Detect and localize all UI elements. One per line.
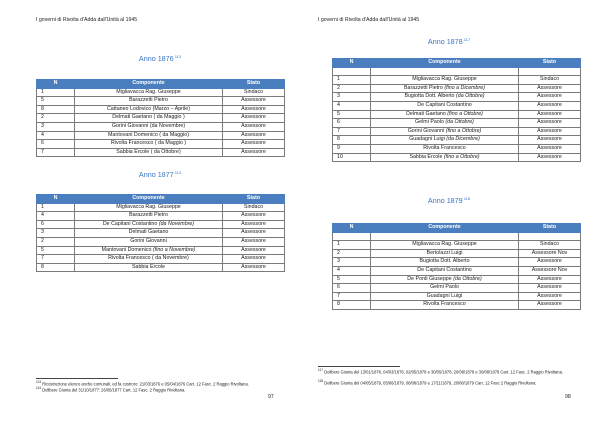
footnote-118: $^{118}$ Delibere Giunta del 04/05/1879, 05/06/1879, 08/08/1879 e 17/11/1879, 20/08/1879 Cart. 12 Fasc 2 Raggio Rivoltana.	[318, 379, 537, 386]
member-period-note: (fino a Ottobre)	[445, 127, 482, 134]
member-name	[371, 241, 519, 250]
empty-cell	[371, 232, 519, 241]
member-role: Assessore	[223, 114, 285, 123]
member-name-text: Rivolta Francesco ( da Novembre)	[108, 255, 189, 262]
table-row	[333, 284, 581, 293]
col-header-stato: Stato	[519, 59, 581, 68]
footnote-rule	[36, 378, 118, 379]
member-name	[371, 258, 519, 267]
row-number: 4	[37, 212, 75, 221]
member-role: Assessore Nov	[519, 249, 581, 258]
member-role: Assessore	[223, 263, 285, 272]
member-name	[75, 97, 223, 106]
member-name	[371, 301, 519, 310]
row-number: 8	[333, 136, 371, 145]
member-name	[75, 212, 223, 221]
row-number: 3	[333, 258, 371, 267]
member-role: Sindaco	[519, 76, 581, 85]
table-1877	[36, 194, 285, 272]
member-name	[75, 140, 223, 149]
member-period-note: (da Novembre)	[158, 220, 195, 227]
table-row	[37, 114, 285, 123]
member-name-text: Gorini Giovanni	[130, 237, 167, 244]
member-period-note: (da Ottobre)	[453, 275, 482, 282]
member-role: Assessore	[519, 292, 581, 301]
table-1876	[36, 79, 285, 157]
member-role: Assessore	[519, 127, 581, 136]
row-number: 6	[37, 220, 75, 229]
table-row	[333, 153, 581, 162]
col-header-stato: Stato	[223, 80, 285, 89]
row-number: 3	[333, 93, 371, 102]
member-role: Assessore	[223, 148, 285, 157]
member-name-text: Gorini Giovanni	[407, 127, 445, 134]
row-number: 6	[333, 119, 371, 128]
member-name	[75, 203, 223, 212]
footnote-113: $^{113}$ Ricostruzione elenco anche comunali, ed fa costroro: 21/03/1876 e 05/04/1876 Cart. 12 Fasc. 2 Raggio Rivoltana.	[36, 380, 249, 387]
member-name	[371, 249, 519, 258]
section-title-1879: Anno 1879$^{118}$	[427, 196, 471, 205]
member-period-note: (fino a Dicembre)	[444, 84, 485, 91]
member-period-note: (fino a Ottobre)	[447, 110, 483, 117]
member-role: Assessore	[223, 122, 285, 131]
row-number: 8	[333, 301, 371, 310]
member-name	[371, 84, 519, 93]
member-name-text: Delmati Gaetano	[406, 110, 446, 117]
table-row	[333, 249, 581, 258]
member-name	[371, 76, 519, 85]
member-name-text: Gelmi Paolo	[415, 119, 444, 126]
member-role: Assessore	[519, 84, 581, 93]
col-header-componente: Componente	[371, 224, 519, 233]
footnote-117: $^{117}$ Delibere Giunta del 13/01/1878, 04/03/1878, 02/05/1878 e 30/05/1878, 20/08/1878 e 30/08/1878 Cart. 12 Fasc. 2 Raggio Rivoltana.	[318, 368, 563, 375]
member-name	[75, 255, 223, 264]
member-name	[75, 229, 223, 238]
right-page	[300, 0, 600, 424]
table-1879	[332, 223, 581, 310]
member-name-text: Gelmi Paolo	[430, 284, 459, 291]
table-row	[333, 292, 581, 301]
member-role: Assessore	[519, 144, 581, 153]
table-row	[333, 110, 581, 119]
member-name-text: Barazzetti Pietro	[129, 212, 168, 219]
member-name-text: Rivolta Francesco	[423, 301, 466, 308]
col-header-n: N	[37, 80, 75, 89]
row-number: 2	[37, 114, 75, 123]
member-name-text: Sabbia Ercole	[409, 153, 443, 160]
table-row	[37, 212, 285, 221]
table-row	[37, 140, 285, 149]
member-name-text: Bugiotta Dott. Alberto	[419, 258, 470, 265]
member-name	[75, 220, 223, 229]
table-row	[333, 127, 581, 136]
member-role: Assessore	[223, 97, 285, 106]
section-title-1876: Anno 1876$^{113}$	[138, 54, 182, 63]
row-number: 1	[333, 76, 371, 85]
row-number: 7	[37, 255, 75, 264]
row-number: 7	[37, 148, 75, 157]
table-row	[37, 263, 285, 272]
footnote-rule	[318, 366, 400, 367]
member-name-text: Delmati Gaetano ( da Maggio )	[112, 114, 185, 121]
member-role: Assessore	[519, 110, 581, 119]
member-name-text: De Ponti Giuseppe	[407, 275, 452, 282]
table-row	[333, 136, 581, 145]
member-name-text: Migliavacca Rag. Giuseppe	[116, 203, 181, 210]
col-header-n: N	[333, 224, 371, 233]
col-header-stato: Stato	[223, 195, 285, 204]
member-name	[371, 101, 519, 110]
table-row	[333, 119, 581, 128]
row-number: 5	[37, 97, 75, 106]
table-row	[333, 275, 581, 284]
table-row	[333, 101, 581, 110]
member-period-note: (da Ottobre)	[445, 119, 474, 126]
row-number: 4	[37, 131, 75, 140]
member-role: Sindaco	[519, 241, 581, 250]
col-header-n: N	[333, 59, 371, 68]
member-role: Assessore	[223, 229, 285, 238]
row-number: 2	[333, 249, 371, 258]
member-name-text: Migliavacca Rag. Giuseppe	[412, 76, 477, 83]
empty-cell	[333, 232, 371, 241]
member-name	[75, 263, 223, 272]
running-head: I governi di Rivolta d'Adda dall'Unità al 1945	[36, 17, 138, 23]
section-title-1878: Anno 1878$^{117}$	[427, 37, 471, 46]
row-number: 5	[37, 246, 75, 255]
col-header-componente: Componente	[371, 59, 519, 68]
page-number: 97	[268, 394, 274, 400]
member-name	[371, 284, 519, 293]
member-name	[75, 131, 223, 140]
member-name-text: Bertolazzi Luigi	[426, 249, 463, 256]
member-name	[371, 144, 519, 153]
member-name-text: Rivolta Francesco	[423, 144, 466, 151]
member-name-text: Sabbia Ercole ( da Ottobre)	[116, 148, 181, 155]
row-number: 3	[37, 122, 75, 131]
table-row	[37, 122, 285, 131]
table-row	[37, 97, 285, 106]
table-row	[333, 241, 581, 250]
table-row	[333, 84, 581, 93]
member-name	[75, 105, 223, 114]
member-role: Assessore	[519, 136, 581, 145]
member-name-text: Bugiotta Dott. Alberto	[404, 93, 455, 100]
member-name	[75, 148, 223, 157]
member-name-text: Delmati Gaetano	[128, 229, 169, 236]
member-role: Assessore	[223, 220, 285, 229]
table-row	[37, 229, 285, 238]
member-name	[75, 237, 223, 246]
member-role: Assessore	[519, 258, 581, 267]
running-head: I governi di Rivolta d'Adda dall'Unità al 1945	[318, 17, 420, 23]
row-number: 10	[333, 153, 371, 162]
member-period-note: (fino a Novembre)	[152, 246, 196, 253]
member-name-text: Guadagni Luigi	[409, 136, 445, 143]
member-role: Assessore	[519, 119, 581, 128]
member-name	[371, 292, 519, 301]
member-name	[371, 136, 519, 145]
row-number: 2	[333, 84, 371, 93]
row-number: 4	[333, 266, 371, 275]
member-role: Assessore Nov	[519, 266, 581, 275]
table-row	[37, 105, 285, 114]
table-row	[333, 144, 581, 153]
col-header-componente: Componente	[75, 80, 223, 89]
row-number: 1	[37, 203, 75, 212]
member-role: Assessore	[519, 101, 581, 110]
table-row	[333, 93, 581, 102]
table-row	[333, 301, 581, 310]
member-period-note: (fino a Ottobre)	[443, 153, 480, 160]
row-number: 8	[37, 105, 75, 114]
member-name	[371, 153, 519, 162]
member-name	[75, 122, 223, 131]
member-name	[371, 266, 519, 275]
member-name	[371, 275, 519, 284]
row-number: 5	[333, 110, 371, 119]
member-role: Assessore	[223, 246, 285, 255]
empty-cell	[333, 67, 371, 76]
col-header-n: N	[37, 195, 75, 204]
table-row	[37, 88, 285, 97]
member-role: Sindaco	[223, 88, 285, 97]
member-role: Assessore	[223, 212, 285, 221]
row-number: 1	[333, 241, 371, 250]
member-period-note: (da Ottobre)	[455, 93, 485, 100]
member-role: Assessore	[223, 105, 285, 114]
section-title-1877: Anno 1877$^{114}$	[138, 170, 182, 179]
member-role: Assessore	[519, 284, 581, 293]
member-name-text: Rivolta Francesco ( da Maggio )	[110, 140, 187, 147]
row-number: 6	[37, 140, 75, 149]
member-name-text: Barazzetti Pietro	[404, 84, 443, 91]
row-number: 5	[333, 275, 371, 284]
row-number: 4	[333, 101, 371, 110]
member-role: Assessore	[519, 153, 581, 162]
member-name-text: Gorini Giovanni (da Novembre)	[111, 122, 186, 129]
member-role: Sindaco	[223, 203, 285, 212]
row-number: 9	[333, 144, 371, 153]
page-number: 98	[565, 394, 571, 400]
table-row	[333, 266, 581, 275]
table-row	[37, 246, 285, 255]
empty-cell	[519, 67, 581, 76]
row-number: 6	[333, 284, 371, 293]
empty-cell	[371, 67, 519, 76]
table-row	[37, 220, 285, 229]
footnote-114: $^{114}$ Delibere Giunta del 31/10/1877: 26/05/1877 Cart. 12 Fasc. 2 Raggio Rivoltana.	[36, 386, 186, 393]
col-header-stato: Stato	[519, 224, 581, 233]
row-number: 1	[37, 88, 75, 97]
member-name	[371, 127, 519, 136]
col-header-componente: Componente	[75, 195, 223, 204]
row-number: 2	[37, 237, 75, 246]
member-name-text: Mantovani Domenico	[101, 246, 152, 253]
member-name-text: Barazzetti Pietro	[129, 97, 168, 104]
member-role: Assessore	[223, 237, 285, 246]
table-row	[37, 131, 285, 140]
member-role: Assessore	[519, 93, 581, 102]
member-period-note: (da Dicembre)	[446, 136, 480, 143]
table-row	[37, 203, 285, 212]
table-row	[37, 255, 285, 264]
member-name	[371, 119, 519, 128]
member-name-text: Migliavacca Rag. Giuseppe	[412, 241, 477, 248]
member-role: Assessore	[519, 301, 581, 310]
member-name	[75, 88, 223, 97]
member-name-text: De Capitani Costantino	[417, 266, 472, 273]
table-row	[37, 237, 285, 246]
member-name-text: Sabbia Ercole	[132, 263, 165, 270]
table-row	[333, 258, 581, 267]
member-name-text: De Capitani Costantino	[102, 220, 158, 227]
table-row	[333, 76, 581, 85]
table-row-blank	[333, 232, 581, 241]
row-number: 3	[37, 229, 75, 238]
member-name-text: Mantovani Domenico ( da Maggio)	[108, 131, 189, 138]
member-role: Assessore	[223, 255, 285, 264]
row-number: 8	[37, 263, 75, 272]
member-name	[371, 110, 519, 119]
member-role: Assessore	[519, 275, 581, 284]
member-name-text: Guadagni Luigi	[426, 292, 463, 299]
row-number: 7	[333, 127, 371, 136]
table-1878	[332, 58, 581, 162]
member-role: Assessore	[223, 131, 285, 140]
member-name-text: Cattaneo Lodovico (Marzo – Aprile)	[106, 105, 191, 112]
member-name-text: Migliavacca Rag. Giuseppe	[116, 88, 181, 95]
member-name	[75, 246, 223, 255]
table-row	[37, 148, 285, 157]
row-number: 7	[333, 292, 371, 301]
empty-cell	[519, 232, 581, 241]
member-name	[75, 114, 223, 123]
member-name-text: De Capitani Costantino	[417, 101, 472, 108]
member-name	[371, 93, 519, 102]
member-role: Assessore	[223, 140, 285, 149]
table-row-blank	[333, 67, 581, 76]
